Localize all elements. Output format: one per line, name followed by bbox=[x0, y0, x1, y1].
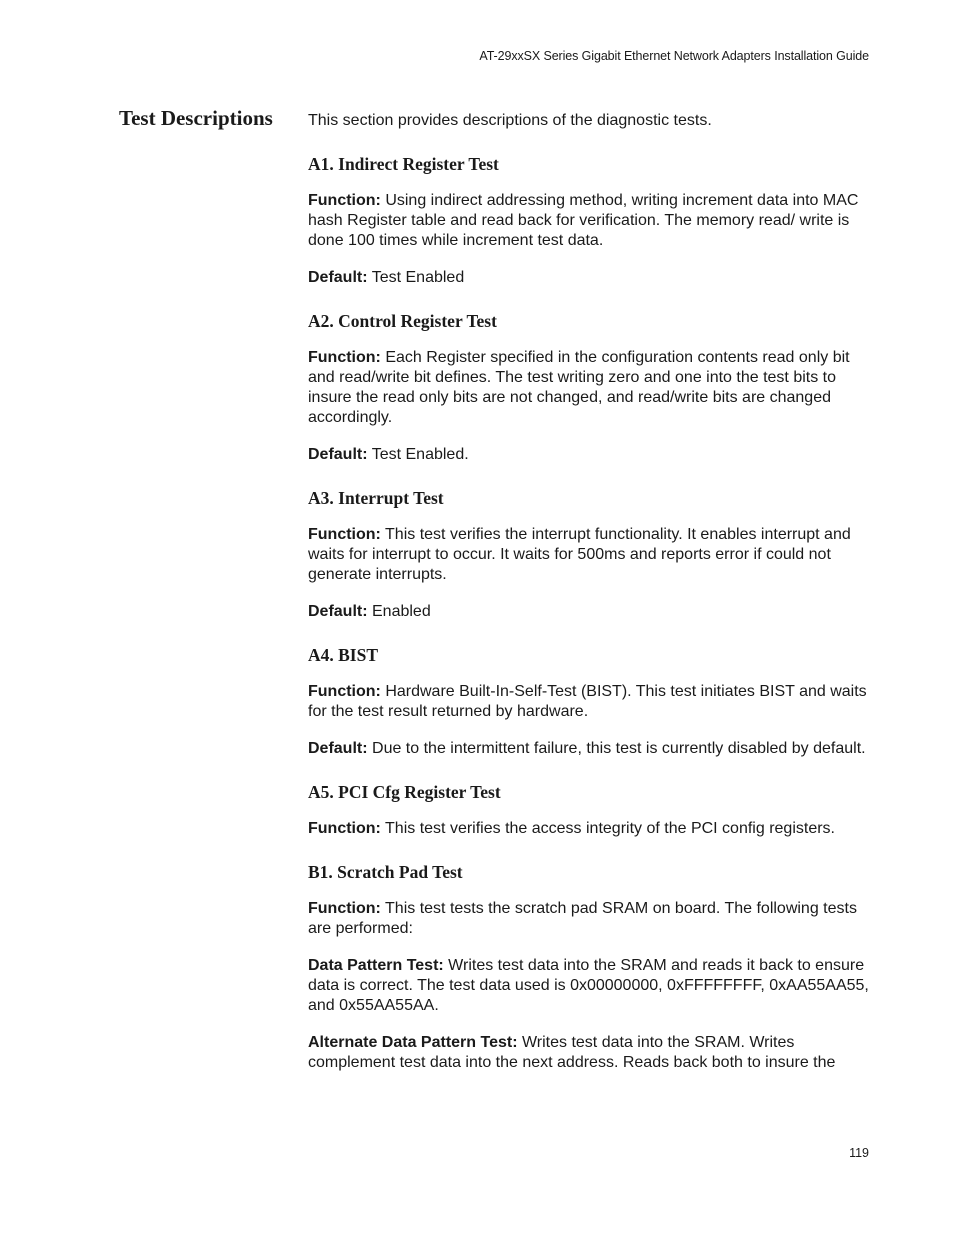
page-number: 119 bbox=[849, 1146, 869, 1160]
function-label: Function: bbox=[308, 526, 381, 543]
test-heading-b1: B1. Scratch Pad Test bbox=[308, 862, 463, 882]
function-text: This test verifies the interrupt functionality. It enables interrupt and waits for interrupt to occur. It waits for 500ms and reports error if could not generate interrupts. bbox=[308, 526, 851, 583]
function-label: Function: bbox=[308, 192, 381, 209]
test-heading-a2: A2. Control Register Test bbox=[308, 311, 497, 331]
test-function-a4 bbox=[308, 682, 874, 722]
test-default-a3 bbox=[308, 602, 874, 622]
content-column bbox=[308, 111, 874, 1090]
test-heading-a1: A1. Indirect Register Test bbox=[308, 154, 499, 174]
function-text: Using indirect addressing method, writing increment data into MAC hash Register table and read back for verification. The memory read/ write is done 100 times while increment test data. bbox=[308, 192, 859, 249]
test-function-a1 bbox=[308, 191, 874, 251]
section-title: Test Descriptions bbox=[119, 106, 273, 130]
test-function-a3 bbox=[308, 525, 874, 585]
function-text: Hardware Built-In-Self-Test (BIST). This test initiates BIST and waits for the test result returned by hardware. bbox=[308, 683, 867, 720]
function-label: Function: bbox=[308, 900, 381, 917]
test-function-a5 bbox=[308, 819, 874, 839]
function-label: Function: bbox=[308, 683, 381, 700]
test-default-a1 bbox=[308, 268, 874, 288]
subtest-label: Data Pattern Test: bbox=[308, 957, 444, 974]
default-text: Enabled bbox=[367, 603, 431, 620]
subtest-text: Writes test data into the SRAM. Writes complement test data into the next address. Reads back both to insure the bbox=[308, 1034, 836, 1071]
default-text: Test Enabled bbox=[367, 269, 465, 286]
subtest-label: Alternate Data Pattern Test: bbox=[308, 1034, 518, 1051]
subtest-alternate-data-pattern bbox=[308, 1033, 874, 1073]
subtest-text: Writes test data into the SRAM and reads it back to ensure data is correct. The test data used is 0x00000000, 0xFFFFFFFF, 0xAA55AA55, and 0x55AA55AA. bbox=[308, 957, 869, 1014]
function-label: Function: bbox=[308, 820, 381, 837]
section-intro: This section provides descriptions of the diagnostic tests. bbox=[308, 112, 712, 129]
test-default-a2 bbox=[308, 445, 874, 465]
running-header: AT-29xxSX Series Gigabit Ethernet Network Adapters Installation Guide bbox=[479, 49, 869, 63]
function-text: This test verifies the access integrity of the PCI config registers. bbox=[380, 820, 835, 837]
default-text: Test Enabled. bbox=[367, 446, 469, 463]
default-text: Due to the intermittent failure, this test is currently disabled by default. bbox=[367, 740, 866, 757]
default-label: Default: bbox=[308, 740, 368, 757]
test-heading-a4: A4. BIST bbox=[308, 645, 379, 665]
test-function-a2 bbox=[308, 348, 874, 428]
default-label: Default: bbox=[308, 446, 368, 463]
test-heading-a5: A5. PCI Cfg Register Test bbox=[308, 782, 501, 802]
subtest-data-pattern bbox=[308, 956, 874, 1016]
default-label: Default: bbox=[308, 269, 368, 286]
default-label: Default: bbox=[308, 603, 368, 620]
test-heading-a3: A3. Interrupt Test bbox=[308, 488, 444, 508]
test-default-a4 bbox=[308, 739, 874, 759]
test-function-b1 bbox=[308, 899, 874, 939]
function-text: This test tests the scratch pad SRAM on board. The following tests are performed: bbox=[308, 900, 857, 937]
function-label: Function: bbox=[308, 349, 381, 366]
function-text: Each Register specified in the configuration contents read only bit and read/write bit defines. The test writing zero and one into the test bits to insure the read only bits are not changed, and read/write bits are changed accordingly. bbox=[308, 349, 850, 426]
